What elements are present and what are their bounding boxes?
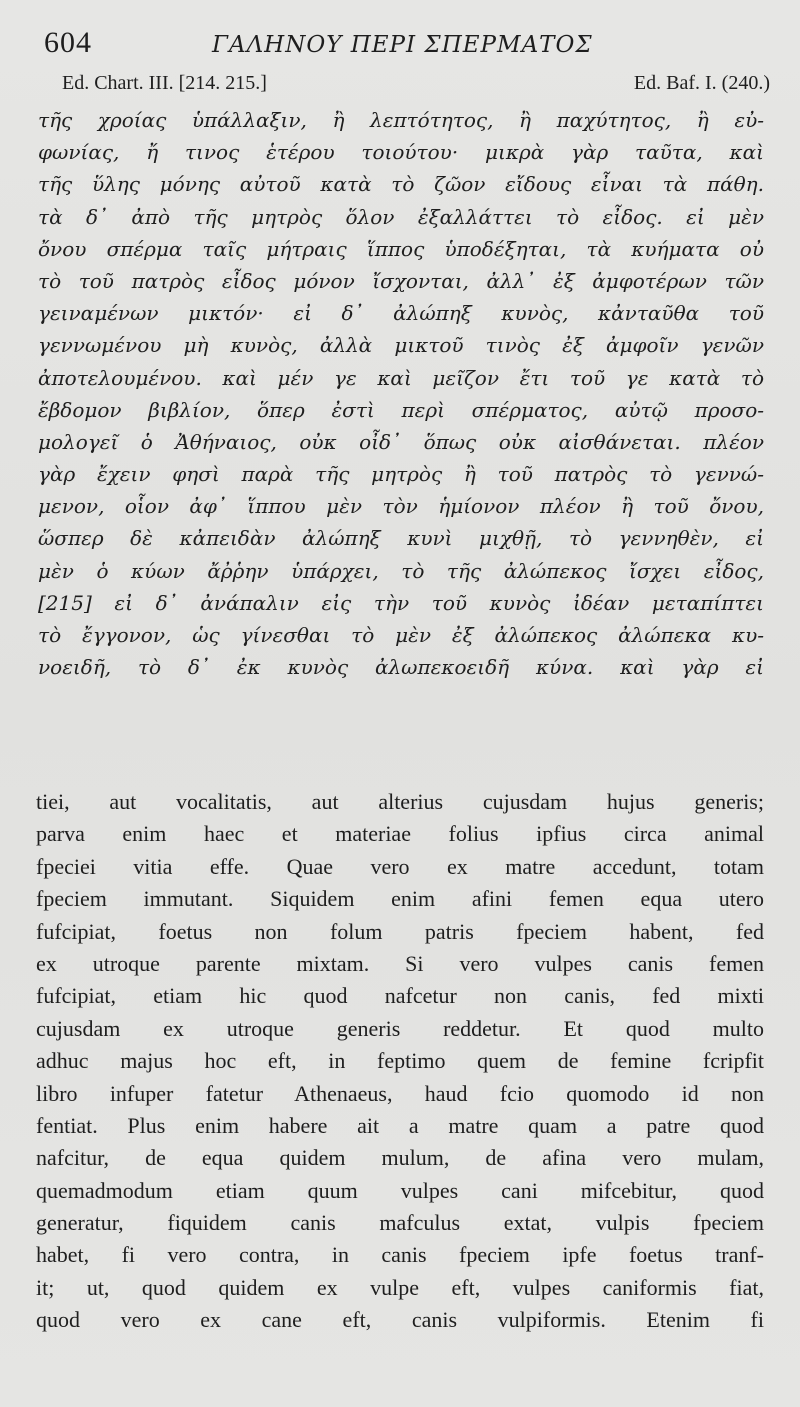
latin-line: habet, fi vero contra, in canis fpeciem ipfe foetus tranf- <box>36 1242 764 1268</box>
latin-line: quod vero ex cane eft, canis vulpiformis. Etenim fi <box>36 1307 764 1333</box>
greek-line: ὥσπερ δὲ κἀπειδὰν ἀλώπηξ κυνὶ μιχθῇ, τὸ γεννηθὲν, εἰ <box>38 526 764 551</box>
greek-line: τῆς ὕλης μόνης αὐτοῦ κατὰ τὸ ζῶον εἴδους εἶναι τὰ πάθη. <box>38 172 764 197</box>
latin-text-block <box>36 786 764 1337</box>
greek-line: τὰ δ᾽ ἀπὸ τῆς μητρὸς ὅλον ἐξαλλάττει τὸ εἶδος. εἰ μὲν <box>38 204 764 229</box>
greek-line: μενον, οἷον ἀφ᾽ ἵππου μὲν τὸν ἡμίονον πλέον ἢ τοῦ ὄνου, <box>38 494 764 519</box>
greek-line: ἔβδομον βιβλίον, ὅπερ ἐστὶ περὶ σπέρματος, αὐτῷ προσο- <box>38 397 764 422</box>
latin-line: nafcitur, de equa quidem mulum, de afina vero mulam, <box>36 1145 764 1171</box>
latin-line: tiei, aut vocalitatis, aut alterius cujusdam hujus generis; <box>36 789 764 814</box>
latin-line: ex utroque parente mixtam. Si vero vulpes canis femen <box>36 950 764 976</box>
edition-references <box>62 72 770 100</box>
latin-line: cujusdam ex utroque generis reddetur. Et quod multo <box>36 1015 764 1041</box>
edition-chartier-reference: Ed. Chart. III. [214. 215.] <box>62 72 267 94</box>
latin-line: generatur, fiquidem canis mafculus extat, vulpis fpeciem <box>36 1210 764 1236</box>
latin-line: fpeciei vitia effe. Quae vero ex matre accedunt, totam <box>36 853 764 879</box>
latin-line: libro infuper fatetur Athenaeus, haud fcio quomodo id non <box>36 1080 764 1106</box>
greek-line: ἀποτελουμένου. καὶ μέν γε καὶ μεῖζον ἔτι τοῦ γε κατὰ τὸ <box>38 365 764 390</box>
latin-line: fentiat. Plus enim habere ait a matre quam a patre quod <box>36 1112 764 1138</box>
greek-line: νοειδῆ, τὸ δ᾽ ἐκ κυνὸς ἀλωπεκοειδῆ κύνα. καὶ γὰρ εἰ <box>38 655 764 680</box>
greek-line: γειναμένων μικτόν· εἰ δ᾽ ἀλώπηξ κυνὸς, κἀνταῦθα τοῦ <box>38 301 764 326</box>
edition-basel-reference: Ed. Baf. I. (240.) <box>633 72 770 94</box>
latin-line: quemadmodum etiam quum vulpes cani mifcebitur, quod <box>36 1177 764 1203</box>
running-title: ΓΑΛΗΝΟΥ ΠΕΡΙ ΣΠΕΡΜΑΤΟΣ <box>212 32 593 58</box>
page-number: 604 <box>44 26 92 59</box>
greek-line: [215] εἰ δ᾽ ἀνάπαλιν εἰς τὴν τοῦ κυνὸς ἰδέαν μεταπίπτει <box>38 590 764 615</box>
greek-line: γεννωμένου μὴ κυνὸς, ἀλλὰ μικτοῦ τινὸς ἐξ ἀμφοῖν γενῶν <box>38 333 764 358</box>
greek-line: τῆς χροίας ὑπάλλαξιν, ἢ λεπτότητος, ἢ παχύτητος, ἢ εὐ- <box>38 108 764 132</box>
greek-line: φωνίας, ἤ τινος ἑτέρου τοιούτου· μικρὰ γὰρ ταῦτα, καὶ <box>38 140 764 165</box>
latin-line: fufcipiat, foetus non folum patris fpeciem habent, fed <box>36 918 764 944</box>
greek-line: τὸ τοῦ πατρὸς εἶδος μόνον ἴσχονται, ἀλλ᾽ ἐξ ἀμφοτέρων τῶν <box>38 268 764 293</box>
greek-line: ὄνου σπέρμα ταῖς μήτραις ἵππος ὑποδέξηται, τὰ κυήματα οὐ <box>38 236 764 261</box>
greek-line: μολογεῖ ὁ Ἀθήναιος, οὐκ οἶδ᾽ ὅπως οὐκ αἰσθάνεται. πλέον <box>38 429 764 454</box>
page-header <box>44 20 764 66</box>
greek-line: μὲν ὁ κύων ἄῤῥην ὑπάρχει, τὸ τῆς ἀλώπεκος ἴσχει εἶδος, <box>38 558 764 583</box>
greek-line: τὸ ἔγγονον, ὡς γίνεσθαι τὸ μὲν ἐξ ἀλώπεκος ἀλώπεκα κυ- <box>38 623 764 647</box>
latin-line: adhuc majus hoc eft, in feptimo quem de femine fcripfit <box>36 1048 764 1074</box>
greek-text-block <box>38 104 764 683</box>
latin-line: it; ut, quod quidem ex vulpe eft, vulpes caniformis fiat, <box>36 1274 764 1300</box>
latin-line: fpeciem immutant. Siquidem enim afini femen equa utero <box>36 886 764 912</box>
latin-line: fufcipiat, etiam hic quod nafcetur non canis, fed mixti <box>36 983 764 1009</box>
latin-line: parva enim haec et materiae folius ipfius circa animal <box>36 821 764 847</box>
greek-line: γὰρ ἔχειν φησὶ παρὰ τῆς μητρὸς ἢ τοῦ πατρὸς τὸ γεννώ- <box>38 462 764 487</box>
